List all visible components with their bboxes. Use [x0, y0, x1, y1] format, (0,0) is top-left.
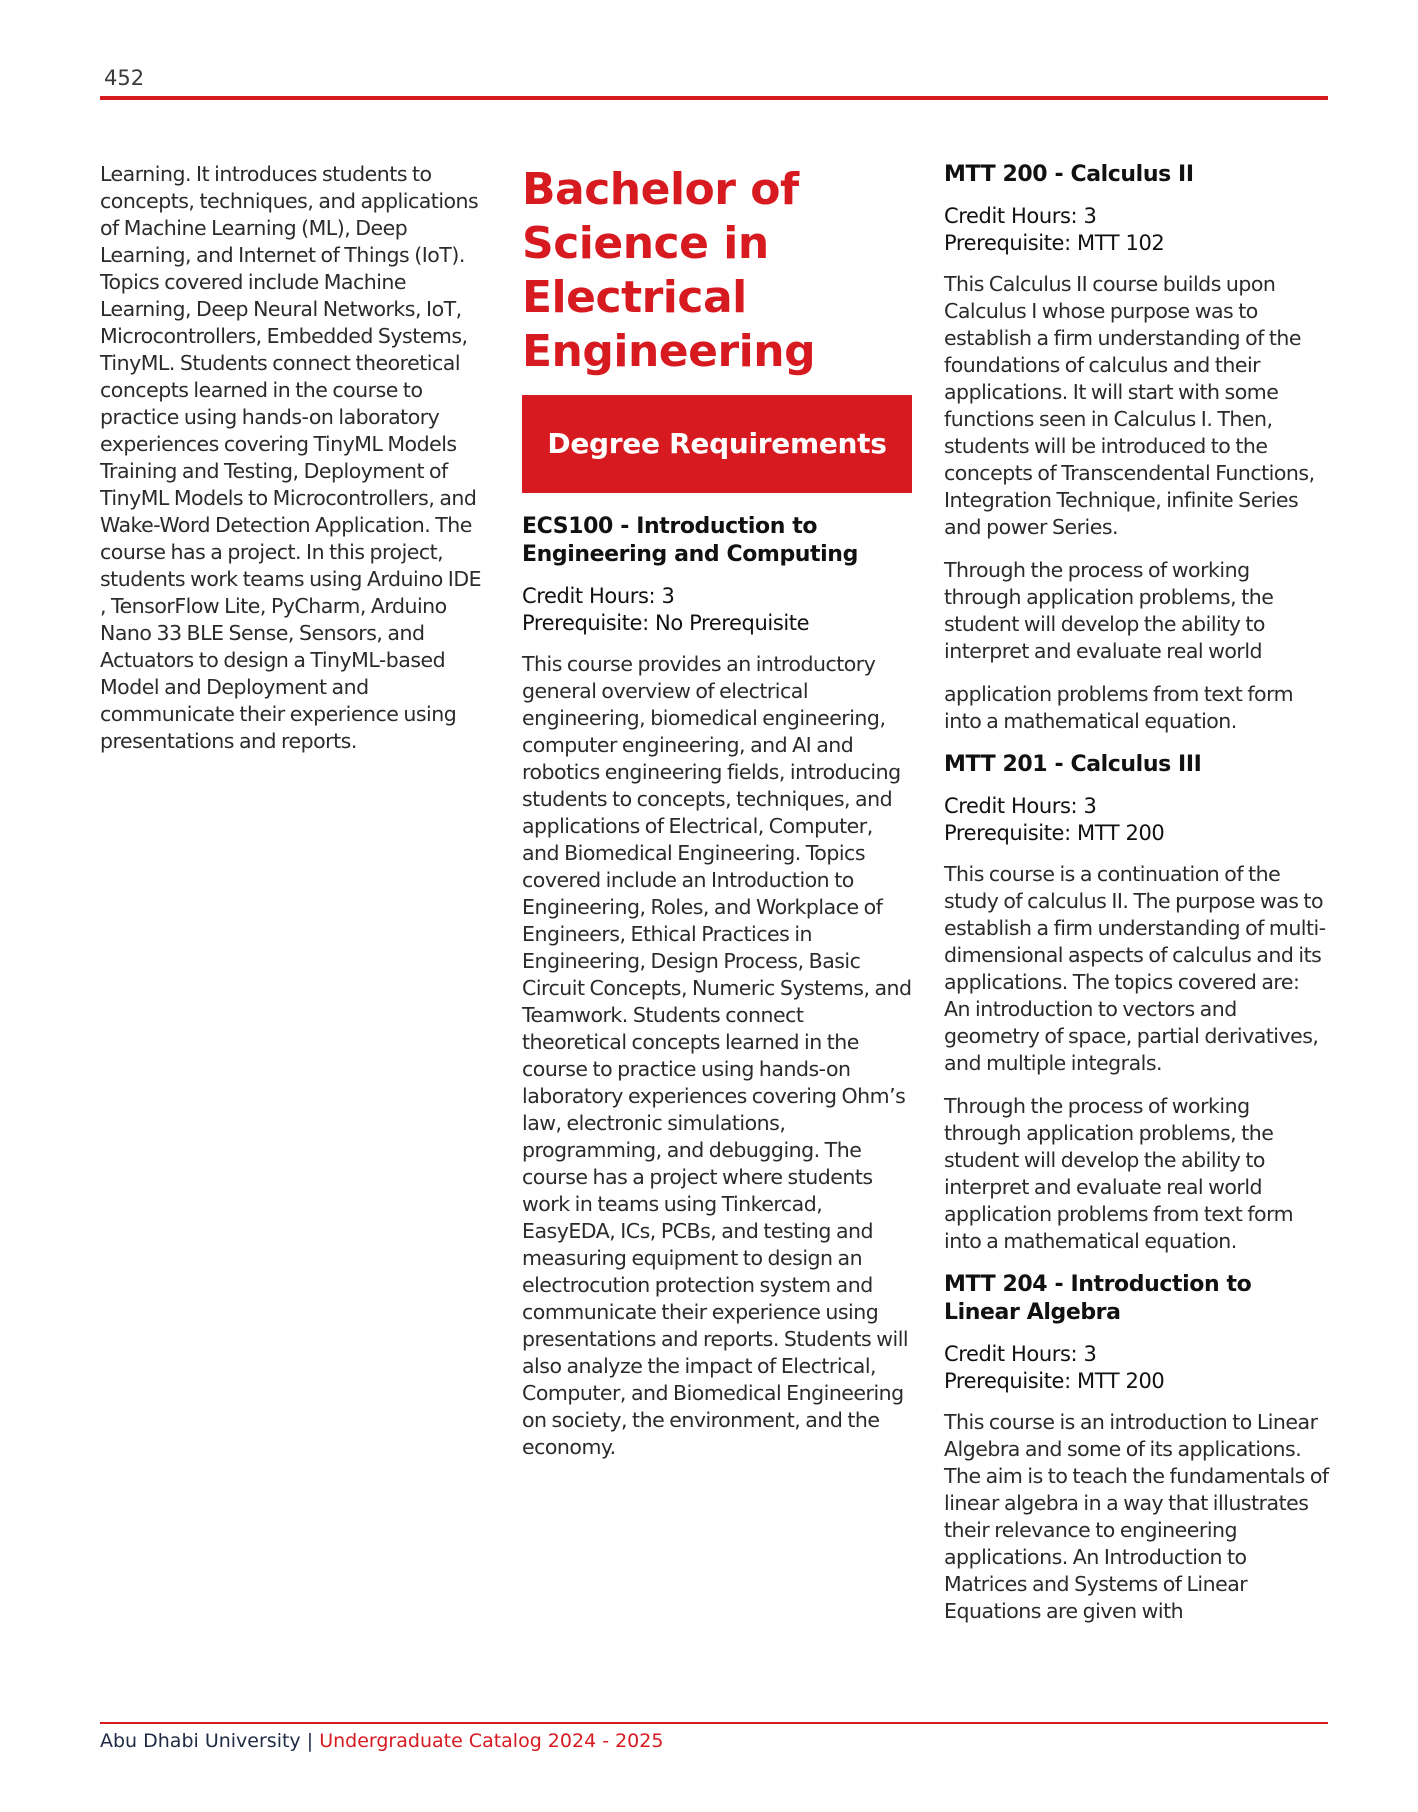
course-meta	[944, 1341, 1330, 1395]
course-title: MTT 200 - Calculus II	[944, 162, 1194, 187]
prerequisite: Prerequisite: No Prerequisite	[522, 611, 810, 635]
course-meta	[944, 203, 1330, 257]
course-meta	[944, 793, 1330, 847]
credit-hours: Credit Hours: 3	[944, 204, 1097, 228]
course-title: MTT 201 - Calculus III	[944, 752, 1202, 777]
course-entry-ecs100	[522, 513, 912, 1461]
prerequisite: Prerequisite: MTT 200	[944, 1369, 1165, 1393]
course-description: Through the process of working through application problems, the student will develop the ability to interpret and evaluate real world	[944, 558, 1274, 663]
course-description: This course is a continuation of the study of calculus II. The purpose was to establish a firm understanding of multi-dimensional aspects of calculus and its applications. The topics covered are: An introduction to vectors and geometry of space, partial derivatives, and multiple integrals.	[944, 862, 1326, 1075]
footer-separator: |	[306, 1730, 314, 1752]
header-rule	[100, 96, 1328, 100]
credit-hours: Credit Hours: 3	[522, 584, 675, 608]
page-number: 452	[104, 66, 145, 90]
program-title: Bachelor of Science in Electrical Engineering	[522, 164, 816, 377]
course-meta	[522, 583, 912, 637]
footer	[100, 1728, 663, 1754]
course-description: This course provides an introductory general overview of electrical engineering, biomedical engineering, computer engineering, and AI and robotics engineering fields, introducing students to concepts, techniques, and applications of Electrical, Computer, and Biomedical Engineering. Topics covered include an Introduction to Engineering, Roles, and Workplace of Engineers, Ethical Practices in Engineering, Design Process, Basic Circuit Concepts, Numeric Systems, and Teamwork. Students connect theoretical concepts learned in the course to practice using hands-on laboratory experiences covering Ohm’s law, electronic simulations, programming, and debugging. The course has a project where students work in teams using Tinkercad, EasyEDA, ICs, PCBs, and testing and measuring equipment to design an electrocution protection system and communicate their experience using presentations and reports. Students will also analyze the impact of Electrical, Computer, and Biomedical Engineering on society, the environment, and the economy.	[522, 652, 912, 1459]
course-description: Through the process of working through application problems, the student will develop the ability to interpret and evaluate real world application problems from text form into a mathematical equation.	[944, 1094, 1294, 1253]
course-entry-mtt204	[944, 1271, 1330, 1625]
course-description: This course is an introduction to Linear Algebra and some of its applications. The aim is to teach the fundamentals of linear algebra in a way that illustrates their relevance to engineering applications. An Introduction to Matrices and Systems of Linear Equations are given with	[944, 1410, 1329, 1623]
course-title: ECS100 - Introduction to Engineering and Computing	[522, 514, 858, 567]
course-title: MTT 204 - Introduction to Linear Algebra	[944, 1272, 1252, 1325]
course-entry-mtt200	[944, 161, 1330, 735]
credit-hours: Credit Hours: 3	[944, 794, 1097, 818]
credit-hours: Credit Hours: 3	[944, 1342, 1097, 1366]
column-middle	[522, 161, 912, 1477]
column-right	[944, 161, 1330, 1641]
footer-rule	[100, 1722, 1328, 1724]
course-description: This Calculus II course builds upon Calculus I whose purpose was to establish a firm understanding of the foundations of calculus and their applications. It will start with some functions seen in Calculus I. Then, students will be introduced to the concepts of Transcendental Functions, Integration Technique, infinite Series and power Series.	[944, 272, 1315, 539]
continued-course-description: Learning. It introduces students to concepts, techniques, and applications of Machine Learning (ML), Deep Learning, and Internet of Things (IoT). Topics covered include Machine Learning, Deep Neural Networks, IoT, Microcontrollers, Embedded Systems, TinyML. Students connect theoretical concepts learned in the course to practice using hands-on laboratory experiences covering TinyML Models Training and Testing, Deployment of TinyML Models to Microcontrollers, and Wake-Word Detection Application. The course has a project. In this project, students work teams using Arduino IDE , TensorFlow Lite, PyCharm, Arduino Nano 33 BLE Sense, Sensors, and Actuators to design a TinyML-based Model and Deployment and communicate their experience using presentations and reports.	[100, 162, 482, 753]
footer-catalog: Undergraduate Catalog 2024 - 2025	[319, 1730, 664, 1752]
course-entry-mtt201	[944, 751, 1330, 1255]
prerequisite: Prerequisite: MTT 200	[944, 821, 1165, 845]
course-description: application problems from text form into a mathematical equation.	[944, 682, 1294, 733]
prerequisite: Prerequisite: MTT 102	[944, 231, 1165, 255]
footer-university: Abu Dhabi University	[100, 1730, 301, 1752]
degree-requirements-banner: Degree Requirements	[522, 395, 912, 493]
column-left	[100, 161, 486, 771]
